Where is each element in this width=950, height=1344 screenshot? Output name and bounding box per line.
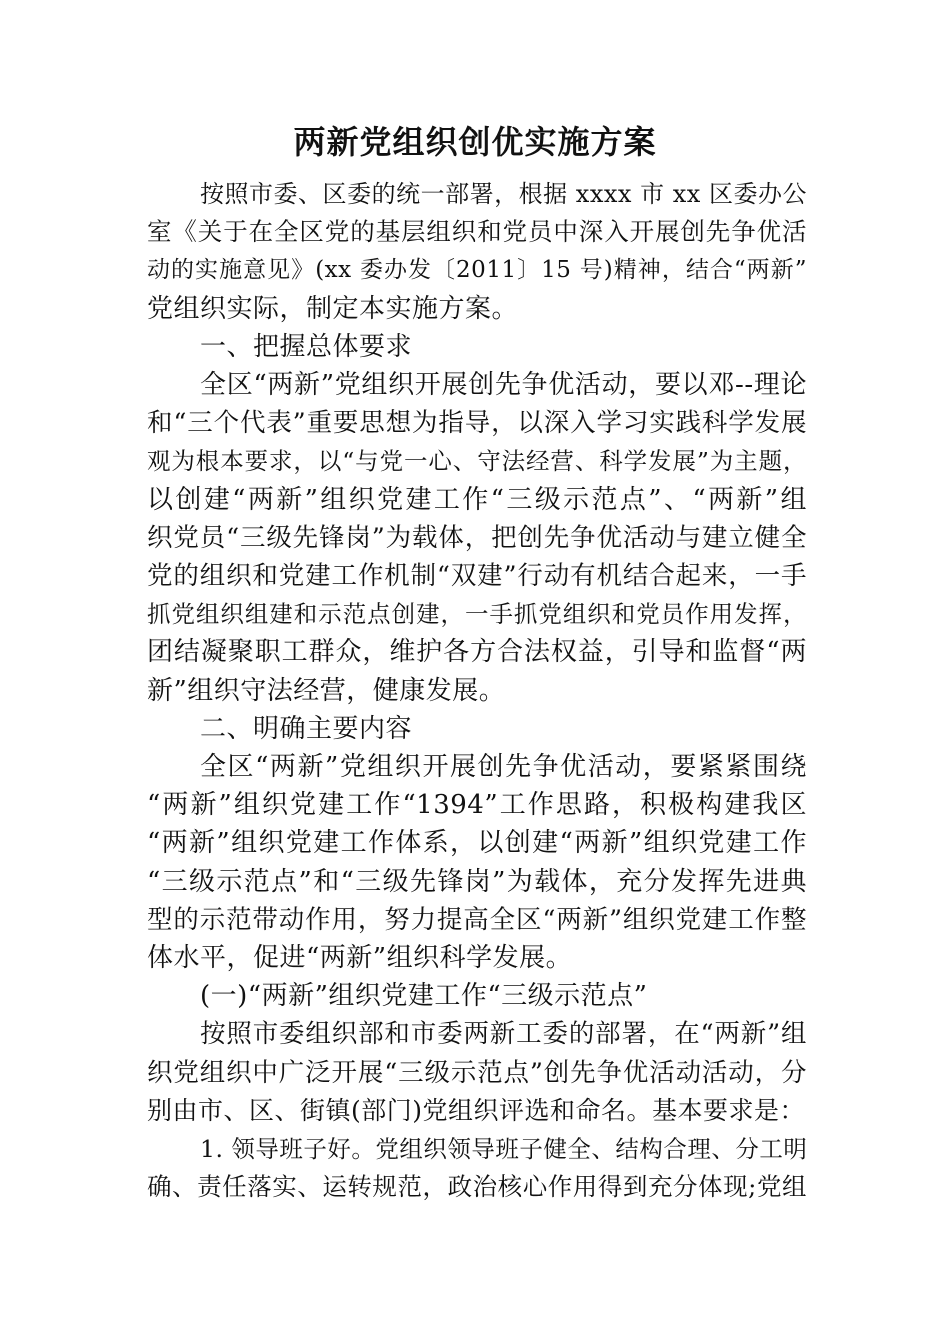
paragraph-line: 党组织实际，制定本实施方案。 xyxy=(147,293,519,324)
paragraph-line: (一)“两新”组织党建工作“三级示范点” xyxy=(200,981,648,1012)
paragraph-line: “两新”组织党建工作“1394”工作思路，积极构建我区 xyxy=(147,790,807,821)
paragraph-line: 别由市、区、街镇(部门)党组织评选和命名。基本要求是： xyxy=(147,1095,806,1125)
paragraph-line: 观为根本要求，以“与党一心、守法经营、科学发展”为主题， xyxy=(147,447,807,476)
paragraph-line: 和“三个代表”重要思想为指导，以深入学习实践科学发展 xyxy=(147,408,807,439)
paragraph-line: “两新”组织党建工作体系，以创建“两新”组织党建工作 xyxy=(147,828,807,859)
paragraph-line: 按照市委、区委的统一部署，根据 xxxx 市 xx 区委办公 xyxy=(200,180,807,208)
paragraph-line: 以创建“两新”组织党建工作“三级示范点”、“两新”组 xyxy=(147,484,807,515)
paragraph-line: 新”组织守法经营，健康发展。 xyxy=(147,675,506,706)
paragraph-line: 按照市委组织部和市委两新工委的部署，在“两新”组 xyxy=(200,1019,807,1050)
paragraph-line: 体水平，促进“两新”组织科学发展。 xyxy=(147,943,573,973)
paragraph-line: 织党员“三级先锋岗”为载体，把创先争优活动与建立健全 xyxy=(147,522,807,553)
paragraph-line: 党的组织和党建工作机制“双建”行动有机结合起来，一手 xyxy=(147,561,807,591)
paragraph-line: 动的实施意见》(xx 委办发〔2011〕15 号)精神，结合“两新” xyxy=(147,257,807,284)
paragraph-line: 团结凝聚职工群众，维护各方合法权益，引导和监督“两 xyxy=(147,637,807,668)
paragraph-line: 一、把握总体要求 xyxy=(200,331,413,362)
paragraph-line: 全区“两新”党组织开展创先争优活动，要紧紧围绕 xyxy=(200,752,807,782)
paragraph-line: 确、责任落实、运转规范，政治核心作用得到充分体现;党组 xyxy=(147,1172,807,1202)
paragraph-line: 型的示范带动作用，努力提高全区“两新”组织党建工作整 xyxy=(147,904,807,935)
paragraph-line: 全区“两新”党组织开展创先争优活动，要以邓--理论 xyxy=(200,370,807,400)
paragraph-line: “三级示范点”和“三级先锋岗”为载体，充分发挥先进典 xyxy=(147,866,807,897)
paragraph-line: 1. 领导班子好。党组织领导班子健全、结构合理、分工明 xyxy=(200,1135,808,1163)
paragraph-line: 室《关于在全区党的基层组织和党员中深入开展创先争优活 xyxy=(147,217,807,247)
paragraph-line: 二、明确主要内容 xyxy=(200,713,413,744)
paragraph-line: 织党组织中广泛开展“三级示范点”创先争优活动活动，分 xyxy=(147,1057,807,1088)
paragraph-line: 抓党组织组建和示范点创建，一手抓党组织和党员作用发挥， xyxy=(147,600,807,629)
document-title: 两新党组织创优实施方案 xyxy=(293,123,657,161)
